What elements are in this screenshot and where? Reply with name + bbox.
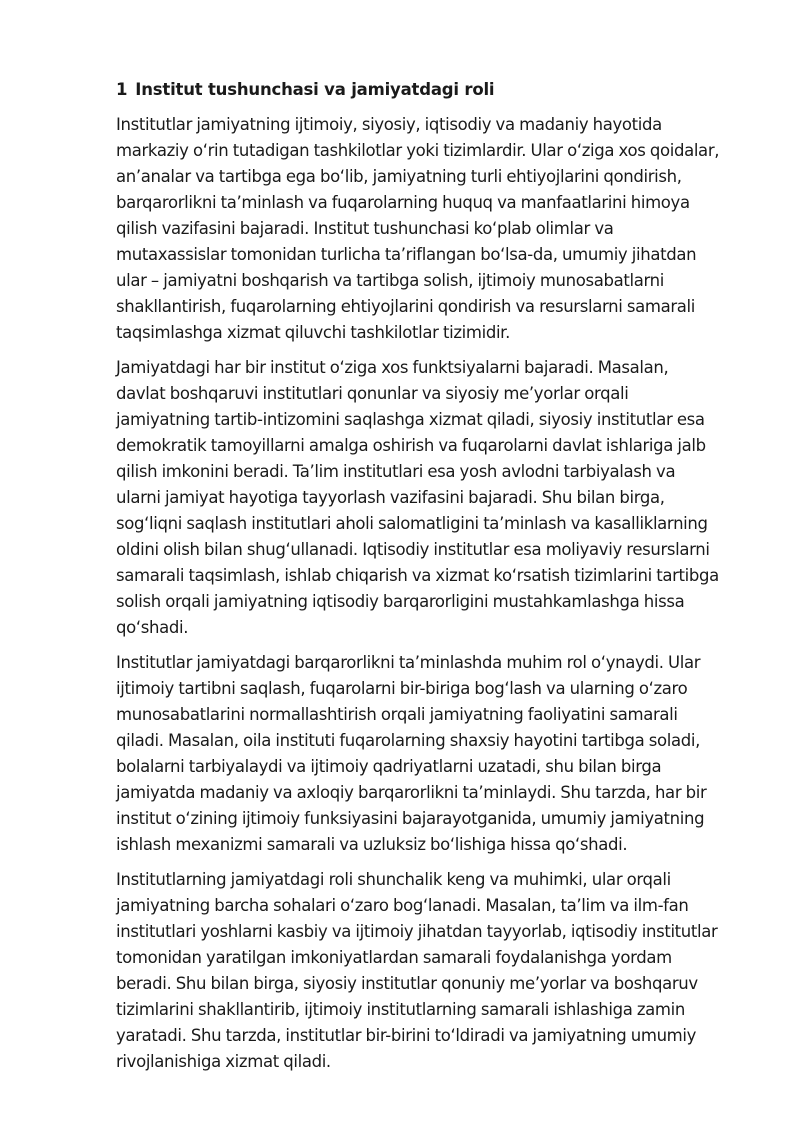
section-title: Institut tushunchasi va jamiyatdagi roli (135, 80, 495, 99)
paragraph-3: Institutlar jamiyatdagi barqarorlikni ta’minlashda muhim rol o‘ynaydi. Ular ijtimoiy tartibni saqlash, fuqarolarni bir-biriga bog‘lash va ularning o‘zaro munosabatlarini normallashtirish orqali jamiyatning faoliyatini samarali qiladi. Masalan, oila instituti fuqarolarning shaxsiy hayotini tartibga soladi, bolalarni tarbiyalaydi va ijtimoiy qadriyatlarni uzatadi, shu bilan birga jamiyatda madaniy va axloqiy barqarorlikni ta’minlaydi. Shu tarzda, har bir institut o‘zining ijtimoiy funksiyasini bajarayotganida, umumiy jamiyatning ishlash mexanizmi samarali va uzluksiz bo‘lishiga hissa qo‘shadi. (116, 653, 707, 854)
paragraph-1: Institutlar jamiyatning ijtimoiy, siyosiy, iqtisodiy va madaniy hayotida markaziy o‘rin tutadigan tashkilotlar yoki tizimlardir. Ular o‘ziga xos qoidalar, an’analar va tartibga ega bo‘lib, jamiyatning turli ehtiyojlarini qondirish, barqarorlikni ta’minlash va fuqarolarning huquq va manfaatlarini himoya qilish vazifasini bajaradi. Institut tushunchasi ko‘plab olimlar va mutaxassislar tomonidan turlicha ta’riflangan bo‘lsa-da, umumiy jihatdan ular – jamiyatni boshqarish va tartibga solish, ijtimoiy munosabatlarni shakllantirish, fuqarolarning ehtiyojlarini qondirish va resurslarni samarali taqsimlashga xizmat qiluvchi tashkilotlar tizimidir. (116, 115, 720, 342)
section-number: 1 (116, 80, 128, 99)
section-heading (116, 78, 722, 102)
paragraph-4: Institutlarning jamiyatdagi roli shunchalik keng va muhimki, ular orqali jamiyatning barcha sohalari o‘zaro bog‘lanadi. Masalan, ta’lim va ilm-fan institutlari yoshlarni kasbiy va ijtimoiy jihatdan tayyorlab, iqtisodiy institutlar tomonidan yaratilgan imkoniyatlardan samarali foydalanishga yordam beradi. Shu bilan birga, siyosiy institutlar qonuniy me’yorlar va boshqaruv tizimlarini shakllantirib, ijtimoiy institutlarning samarali ishlashiga zamin yaratadi. Shu tarzda, institutlar bir-birini to‘ldiradi va jamiyatning umumiy rivojlanishiga xizmat qiladi. (116, 870, 718, 1071)
paragraph-2: Jamiyatdagi har bir institut o‘ziga xos funktsiyalarni bajaradi. Masalan, davlat boshqaruvi institutlari qonunlar va siyosiy me’yorlar orqali jamiyatning tartib-intizomini saqlashga xizmat qiladi, siyosiy institutlar esa demokratik tamoyillarni amalga oshirish va fuqarolarni davlat ishlariga jalb qilish imkonini beradi. Ta’lim institutlari esa yosh avlodni tarbiyalash va ularni jamiyat hayotiga tayyorlash vazifasini bajaradi. Shu bilan birga, sog‘liqni saqlash institutlari aholi salomatligini ta’minlash va kasalliklarning oldini olish bilan shug‘ullanadi. Iqtisodiy institutlar esa moliyaviy resurslarni samarali taqsimlash, ishlab chiqarish va xizmat ko‘rsatish tizimlarini tartibga solish orqali jamiyatning iqtisodiy barqarorligini mustahkamlashga hissa qo‘shadi. (116, 358, 719, 637)
